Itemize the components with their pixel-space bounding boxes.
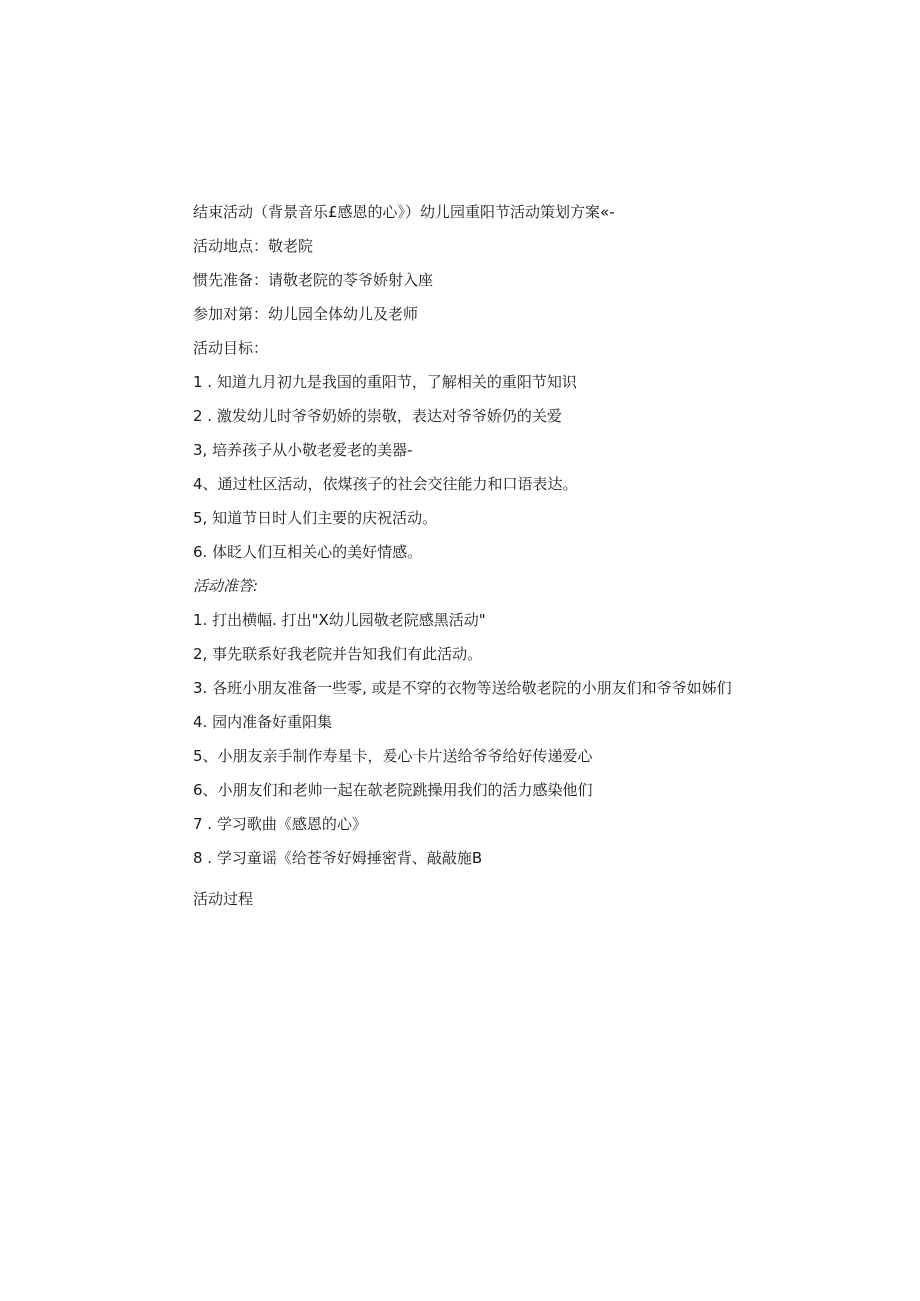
objective-item: 5, 知道节日时人们主要的庆祝活动。: [193, 509, 438, 527]
prior-preparation-line: 惯先准备：请敬老院的苓爷娇射入座: [193, 271, 434, 289]
venue-line: 活动地点：敬老院: [193, 237, 314, 255]
preparation-item: 3. 各班小朋友准备一些零, 或是不穿的衣物等送给敬老院的小朋友们和爷爷如姊们: [193, 679, 732, 697]
objective-item: 1 . 知道九月初九是我国的重阳节，了解相关的重阳节知识: [193, 373, 577, 391]
preparation-item: 7 . 学习歌曲《感恩的心》: [193, 815, 367, 833]
participants-line: 参加对第：幼儿园全体幼儿及老师: [193, 305, 419, 323]
preparation-item: 8 . 学习童谣《给苍爷好姆捶密背、敲敲施B: [193, 849, 483, 867]
preparation-item: 6、小朋友们和老帅一起在欹老院跳操用我们的活力感染他们: [193, 781, 593, 799]
objective-item: 3, 培养孩子从小敬老爱老的美器-: [193, 441, 413, 459]
process-heading: 活动过程: [193, 890, 254, 908]
objectives-heading: 活动目标：: [193, 339, 269, 357]
preparation-item: 2, 事先联系好我老院并告知我们有此活动。: [193, 645, 483, 663]
preparation-item: 5、小朋友亲手制作寿星卡，爰心卡片送给爷爷给好传递爱心: [193, 747, 593, 765]
objective-item: 6. 体眨人们互相关心的美好情感。: [193, 543, 423, 561]
objective-item: 4、通过杜区活动，依煤孩子的社会交往能力和口语表达。: [193, 475, 578, 493]
preparation-item: 4. 园内准备好重阳集: [193, 713, 333, 731]
preparation-heading: 活动准答:: [193, 577, 259, 595]
objective-item: 2 . 激发幼儿时爷爷奶娇的崇敬，表达对爷爷娇仍的关爱: [193, 407, 562, 425]
closing-activity-line: 结束活动（背景音乐£感恩的心》）幼儿园重阳节活动策划方案«-: [193, 203, 615, 221]
preparation-item: 1. 打出横幅. 打出"X幼儿园敬老院感黑活动": [193, 611, 486, 629]
